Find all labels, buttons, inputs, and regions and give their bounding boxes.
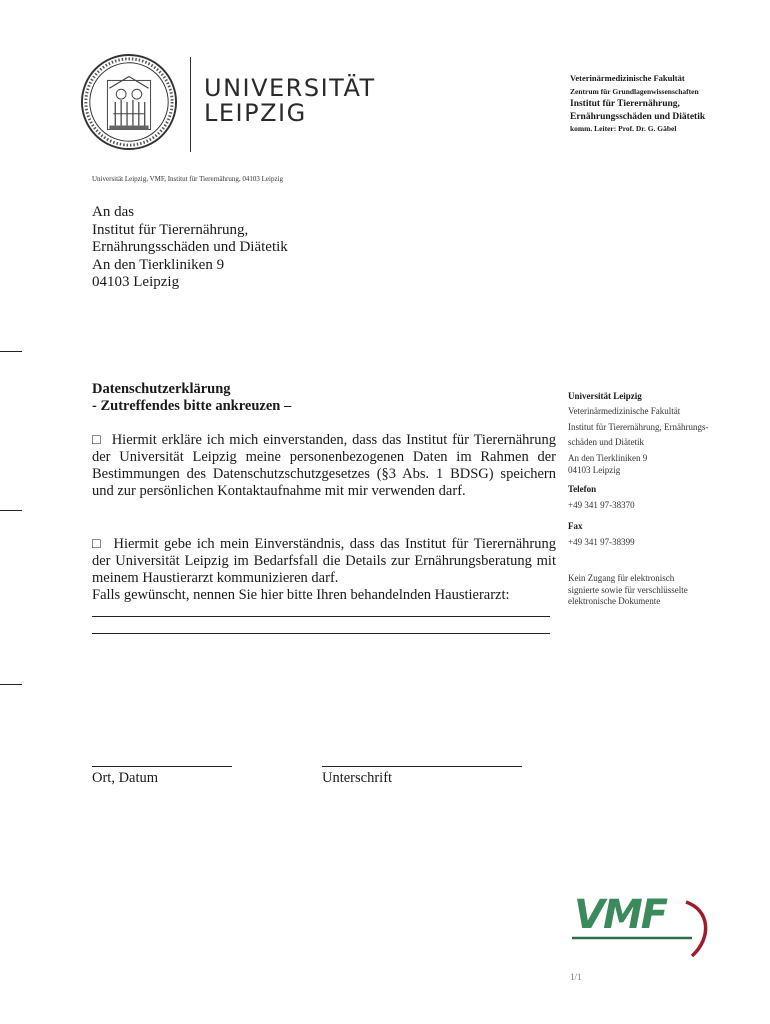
consent-paragraph-vet — [92, 536, 556, 604]
fold-mark-top — [0, 351, 22, 352]
sidebar-address — [568, 391, 743, 476]
header-institute — [570, 98, 705, 124]
place-date-label: Ort, Datum — [92, 770, 159, 786]
sidebar-notice-line-3: elektronische Dokumente — [568, 596, 661, 606]
university-wordmark — [204, 76, 376, 126]
recipient-line-5: 04103 Leipzig — [92, 274, 180, 290]
header-institute-line-1: Institut für Tierernährung, — [570, 99, 680, 109]
vet-name-line-1[interactable] — [92, 616, 550, 617]
consent-checkbox-storage[interactable]: □ — [92, 432, 102, 448]
recipient-line-3: Ernährungsschäden und Diätetik — [92, 239, 288, 255]
consent-text-vet: Hiermit gebe ich mein Einverständnis, dass das Institut für Tierernährung der Universität Leipzig im Bedarfsfall die Details zur Ernährungsberatung mit meinem Haustierarzt kommunizieren darf. — [92, 536, 556, 586]
signature-line[interactable] — [322, 766, 522, 767]
sidebar-notice-line-2: signierte sowie für verschlüsselte — [568, 584, 688, 595]
title-line-2: - Zutreffendes bitte ankreuzen – — [92, 398, 292, 414]
header-faculty: Veterinärmedizinische Fakultät — [570, 73, 685, 83]
sidebar-institute-line-1: Institut für Tierernährung, Ernährungs- — [568, 422, 709, 432]
page-number: 1/1 — [570, 972, 582, 982]
sidebar-notice — [568, 573, 743, 608]
sidebar-phone: +49 341 97-38370 — [568, 499, 635, 510]
sidebar-fax-label: Fax — [568, 521, 583, 531]
sidebar-org: Universität Leipzig — [568, 391, 642, 401]
document-title — [92, 381, 291, 415]
sidebar-phone-label: Telefon — [568, 484, 597, 494]
header-center: Zentrum für Grundlagenwissenschaften — [570, 87, 699, 96]
sidebar-phone-block — [568, 484, 743, 511]
signature-label: Unterschrift — [322, 770, 393, 786]
wordmark-line-2: LEIPZIG — [204, 99, 307, 127]
fold-mark-middle — [0, 510, 22, 511]
vmf-logo-text: VMF — [574, 892, 667, 938]
recipient-line-2: Institut für Tierernährung, — [92, 221, 249, 238]
recipient-line-4: An den Tierkliniken 9 — [92, 256, 225, 273]
university-seal-icon — [80, 53, 178, 151]
consent-paragraph-storage — [92, 432, 556, 500]
vmf-logo-icon — [568, 880, 718, 960]
sidebar-institute-line-2: schäden und Diätetik — [568, 436, 644, 447]
vet-name-prompt: Falls gewünscht, nennen Sie hier bitte Ihren behandelnden Haustierarzt: — [92, 587, 510, 603]
place-date-line[interactable] — [92, 766, 232, 767]
return-address: Universität Leipzig, VMF, Institut für Tierernährung, 04103 Leipzig — [92, 175, 284, 183]
header-leader: komm. Leiter: Prof. Dr. G. Gäbel — [570, 124, 677, 133]
fold-mark-bottom — [0, 684, 22, 685]
sidebar-notice-line-1: Kein Zugang für elektronisch — [568, 573, 675, 583]
sidebar-city: 04103 Leipzig — [568, 464, 621, 475]
sidebar-street: An den Tierkliniken 9 — [568, 453, 648, 463]
title-line-1: Datenschutzerklärung — [92, 381, 231, 397]
consent-text-storage: Hiermit erkläre ich mich einverstanden, dass das Institut für Tierernährung der Universität Leipzig meine personenbezogenen Daten im Rahmen der Bestimmungen des Datenschutzschutzgesetzes (§3 Abs. 1 BDSG) speichern und zur persönlichen Kontaktaufnahme mit mir verwenden darf. — [92, 432, 556, 499]
header-institute-line-2: Ernährungsschäden und Diätetik — [570, 112, 706, 122]
logo-divider — [190, 57, 191, 152]
recipient-line-1: An das — [92, 204, 135, 220]
sidebar-faculty: Veterinärmedizinische Fakultät — [568, 405, 681, 416]
sidebar-fax: +49 341 97-38399 — [568, 536, 635, 547]
wordmark-line-1: UNIVERSITÄT — [204, 74, 376, 102]
consent-checkbox-vet[interactable]: □ — [92, 536, 103, 552]
vet-name-line-2[interactable] — [92, 633, 550, 634]
recipient-address — [92, 204, 288, 292]
sidebar-fax-block — [568, 521, 743, 548]
